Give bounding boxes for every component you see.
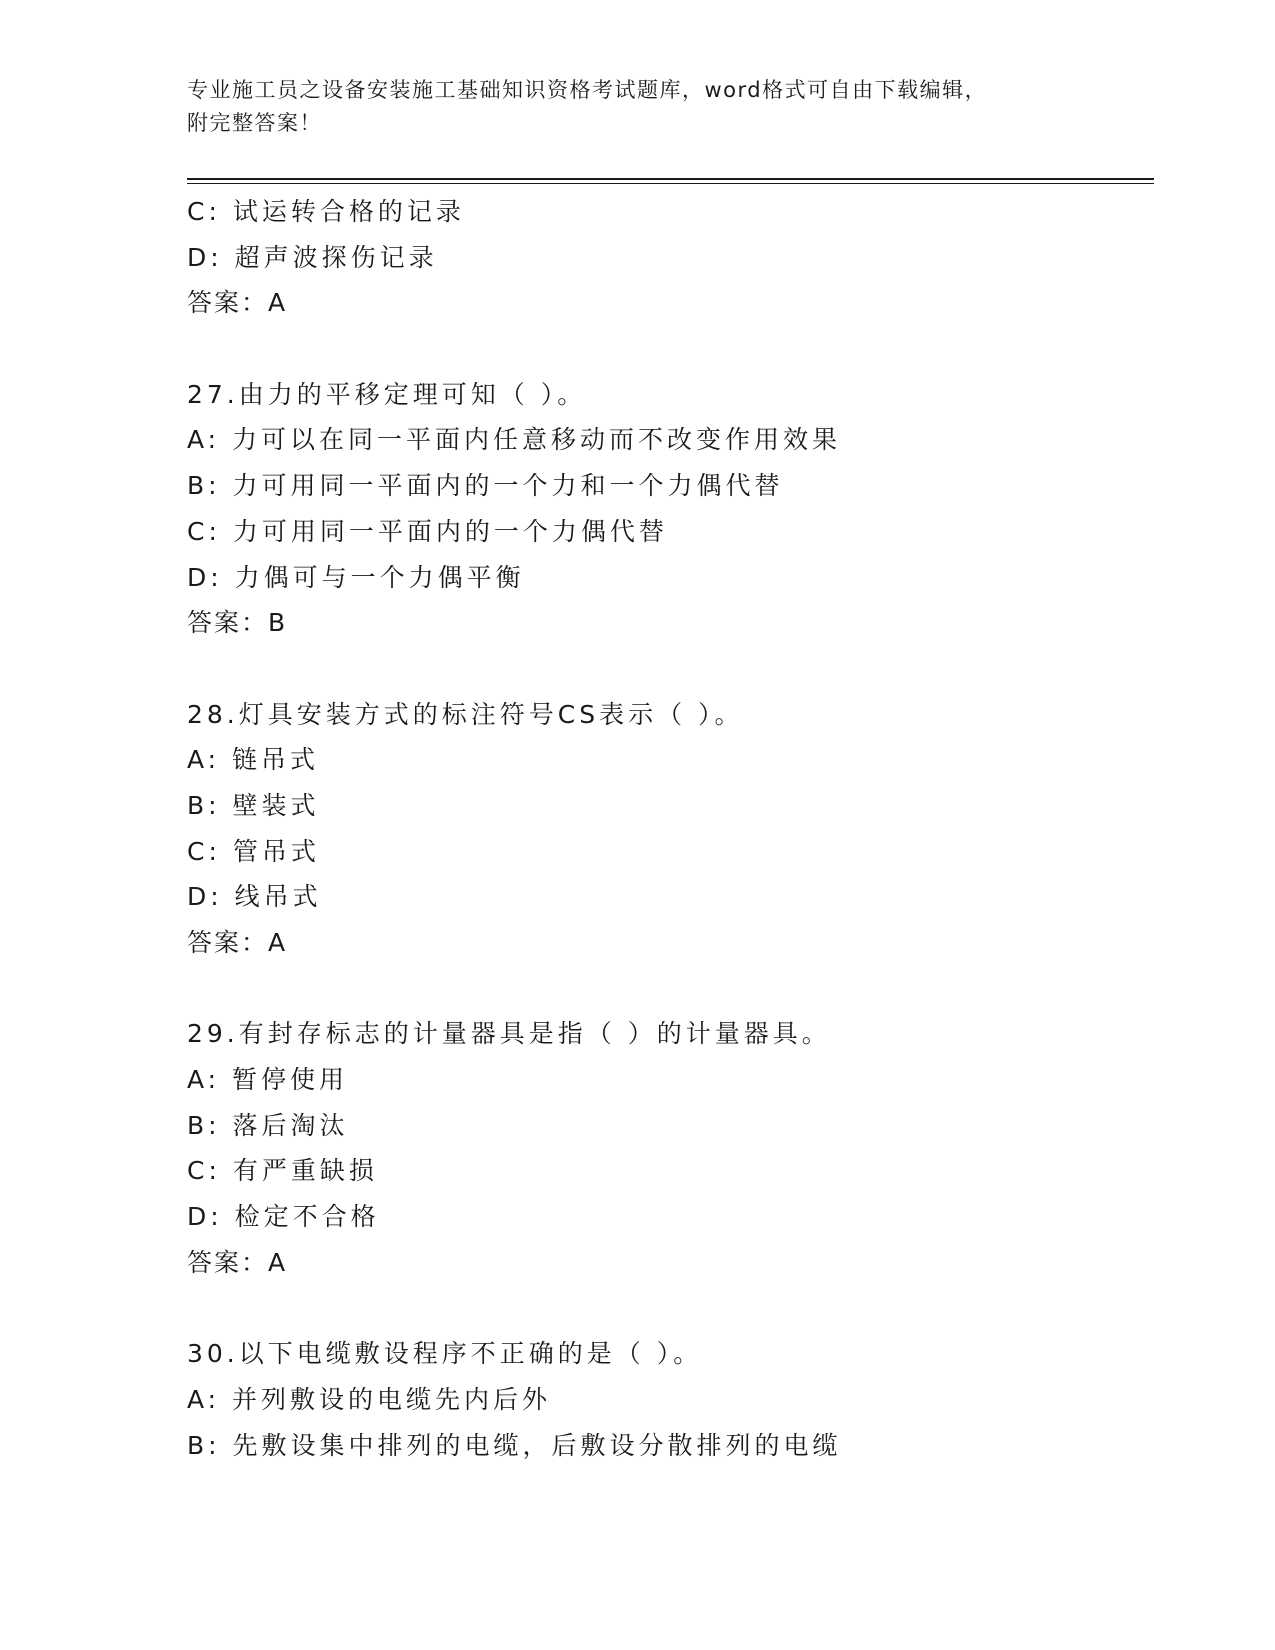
question-text: 30.以下电缆敷设程序不正确的是（ ）。 [187,1339,703,1369]
header-divider-thin [187,183,1154,184]
spacer [187,1286,1147,1332]
option-a: A: 并列敷设的电缆先内后外 [187,1384,552,1414]
option-c: C: 有严重缺损 [187,1156,378,1186]
option-d: D: 线吊式 [187,882,322,912]
option-c: C: 试运转合格的记录 [187,197,465,226]
option-b: B: 壁装式 [187,790,320,820]
header-divider-thick [187,178,1154,180]
spacer [187,966,1147,1012]
option-b: B: 先敷设集中排列的电缆，后敷设分散排列的电缆 [187,1430,842,1460]
answer: 答案：A [187,928,288,957]
option-c: C: 管吊式 [187,836,320,866]
question-block-26 [187,189,1147,326]
answer: 答案：B [187,608,288,638]
option-a: A: 链吊式 [187,745,320,775]
option-a: A: 力可以在同一平面内任意移动而不改变作用效果 [187,425,842,455]
question-block-29 [187,1011,1147,1285]
option-b: B: 落后淘汰 [187,1110,349,1140]
header-line-2: 附完整答案！ [187,111,322,135]
question-block-30 [187,1331,1147,1468]
document-header [187,74,1087,140]
question-text: 27.由力的平移定理可知（ ）。 [187,379,587,409]
question-text: 29.有封存标志的计量器具是指（ ）的计量器具。 [187,1019,831,1049]
option-a: A: 暂停使用 [187,1065,349,1095]
answer: 答案：A [187,1247,288,1277]
option-d: D: 超声波探伤记录 [187,242,438,272]
spacer [187,326,1147,372]
option-d: D: 力偶可与一个力偶平衡 [187,562,525,592]
question-block-28 [187,692,1147,966]
header-line-1: 专业施工员之设备安装施工基础知识资格考试题库，word格式可自由下载编辑， [187,78,988,102]
question-list [187,189,1147,1468]
question-block-27 [187,372,1147,646]
option-b: B: 力可用同一平面内的一个力和一个力偶代替 [187,471,784,501]
option-c: C: 力可用同一平面内的一个力偶代替 [187,516,668,546]
answer: 答案：A [187,288,288,318]
spacer [187,646,1147,692]
question-text: 28.灯具安装方式的标注符号CS表示（ ）。 [187,699,744,729]
option-d: D: 检定不合格 [187,1202,380,1232]
